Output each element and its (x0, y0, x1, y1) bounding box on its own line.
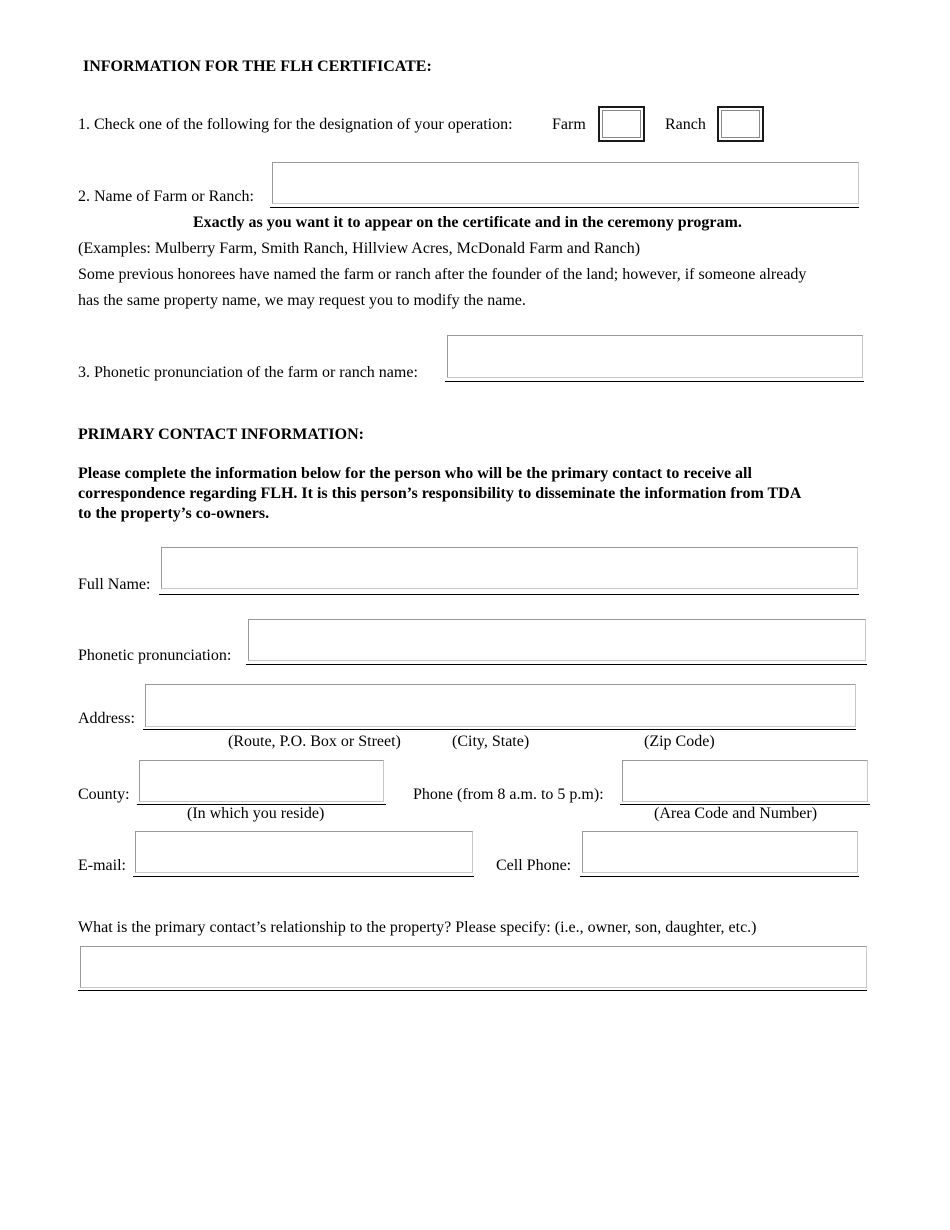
farm-name-note-line-2: has the same property name, we may request you to modify the name. (78, 292, 526, 309)
farm-option-label: Farm (552, 116, 586, 133)
cell-phone-underline (580, 876, 859, 877)
farm-name-underline (270, 207, 859, 208)
farm-name-examples: (Examples: Mulberry Farm, Smith Ranch, Hillview Acres, McDonald Farm and Ranch) (78, 240, 641, 257)
relationship-underline (78, 990, 867, 991)
farm-phonetic-input[interactable] (447, 335, 863, 378)
ranch-option-label: Ranch (665, 116, 706, 133)
phonetic-pronunciation-underline (246, 664, 867, 665)
email-label: E-mail: (78, 857, 126, 874)
county-hint: (In which you reside) (187, 805, 325, 822)
relationship-question: What is the primary contact’s relationship to the property? Please specify: (i.e., owner, son, daughter, etc.) (78, 919, 757, 936)
address-hint-city-state: (City, State) (452, 733, 530, 750)
county-label: County: (78, 786, 130, 803)
farm-name-label: 2. Name of Farm or Ranch: (78, 188, 254, 205)
phonetic-pronunciation-label: Phonetic pronunciation: (78, 647, 232, 664)
farm-name-instruction: Exactly as you want it to appear on the certificate and in the ceremony program. (193, 214, 742, 231)
farm-phonetic-underline (445, 381, 864, 382)
farm-name-note-line-1: Some previous honorees have named the farm or ranch after the founder of the land; however, if someone already (78, 266, 807, 283)
address-label: Address: (78, 710, 135, 727)
contact-intro-line-3: to the property’s co-owners. (78, 505, 270, 522)
full-name-label: Full Name: (78, 576, 151, 593)
phonetic-pronunciation-input[interactable] (248, 619, 866, 661)
ranch-checkbox[interactable] (717, 106, 764, 142)
phone-hint: (Area Code and Number) (654, 805, 818, 822)
farm-name-input[interactable] (272, 162, 859, 204)
phone-input[interactable] (622, 760, 868, 802)
contact-intro-line-2: correspondence regarding FLH. It is this person’s responsibility to disseminate the information from TDA (78, 485, 802, 502)
farm-checkbox[interactable] (598, 106, 645, 142)
cell-phone-input[interactable] (582, 831, 858, 873)
email-underline (133, 876, 474, 877)
certificate-section-heading: INFORMATION FOR THE FLH CERTIFICATE: (83, 58, 432, 75)
farm-phonetic-label: 3. Phonetic pronunciation of the farm or ranch name: (78, 364, 418, 381)
cell-phone-label: Cell Phone: (496, 857, 572, 874)
county-input[interactable] (139, 760, 384, 802)
contact-section-heading: PRIMARY CONTACT INFORMATION: (78, 426, 364, 443)
full-name-underline (159, 594, 859, 595)
contact-intro-line-1: Please complete the information below for the person who will be the primary contact to receive all (78, 465, 752, 482)
relationship-input[interactable] (80, 946, 867, 988)
designation-question-label: 1. Check one of the following for the designation of your operation: (78, 116, 513, 133)
address-hint-zip: (Zip Code) (644, 733, 715, 750)
address-underline (143, 729, 856, 730)
address-input[interactable] (145, 684, 856, 727)
full-name-input[interactable] (161, 547, 858, 589)
address-hint-street: (Route, P.O. Box or Street) (228, 733, 401, 750)
email-input[interactable] (135, 831, 473, 873)
phone-label: Phone (from 8 a.m. to 5 p.m): (413, 786, 604, 803)
